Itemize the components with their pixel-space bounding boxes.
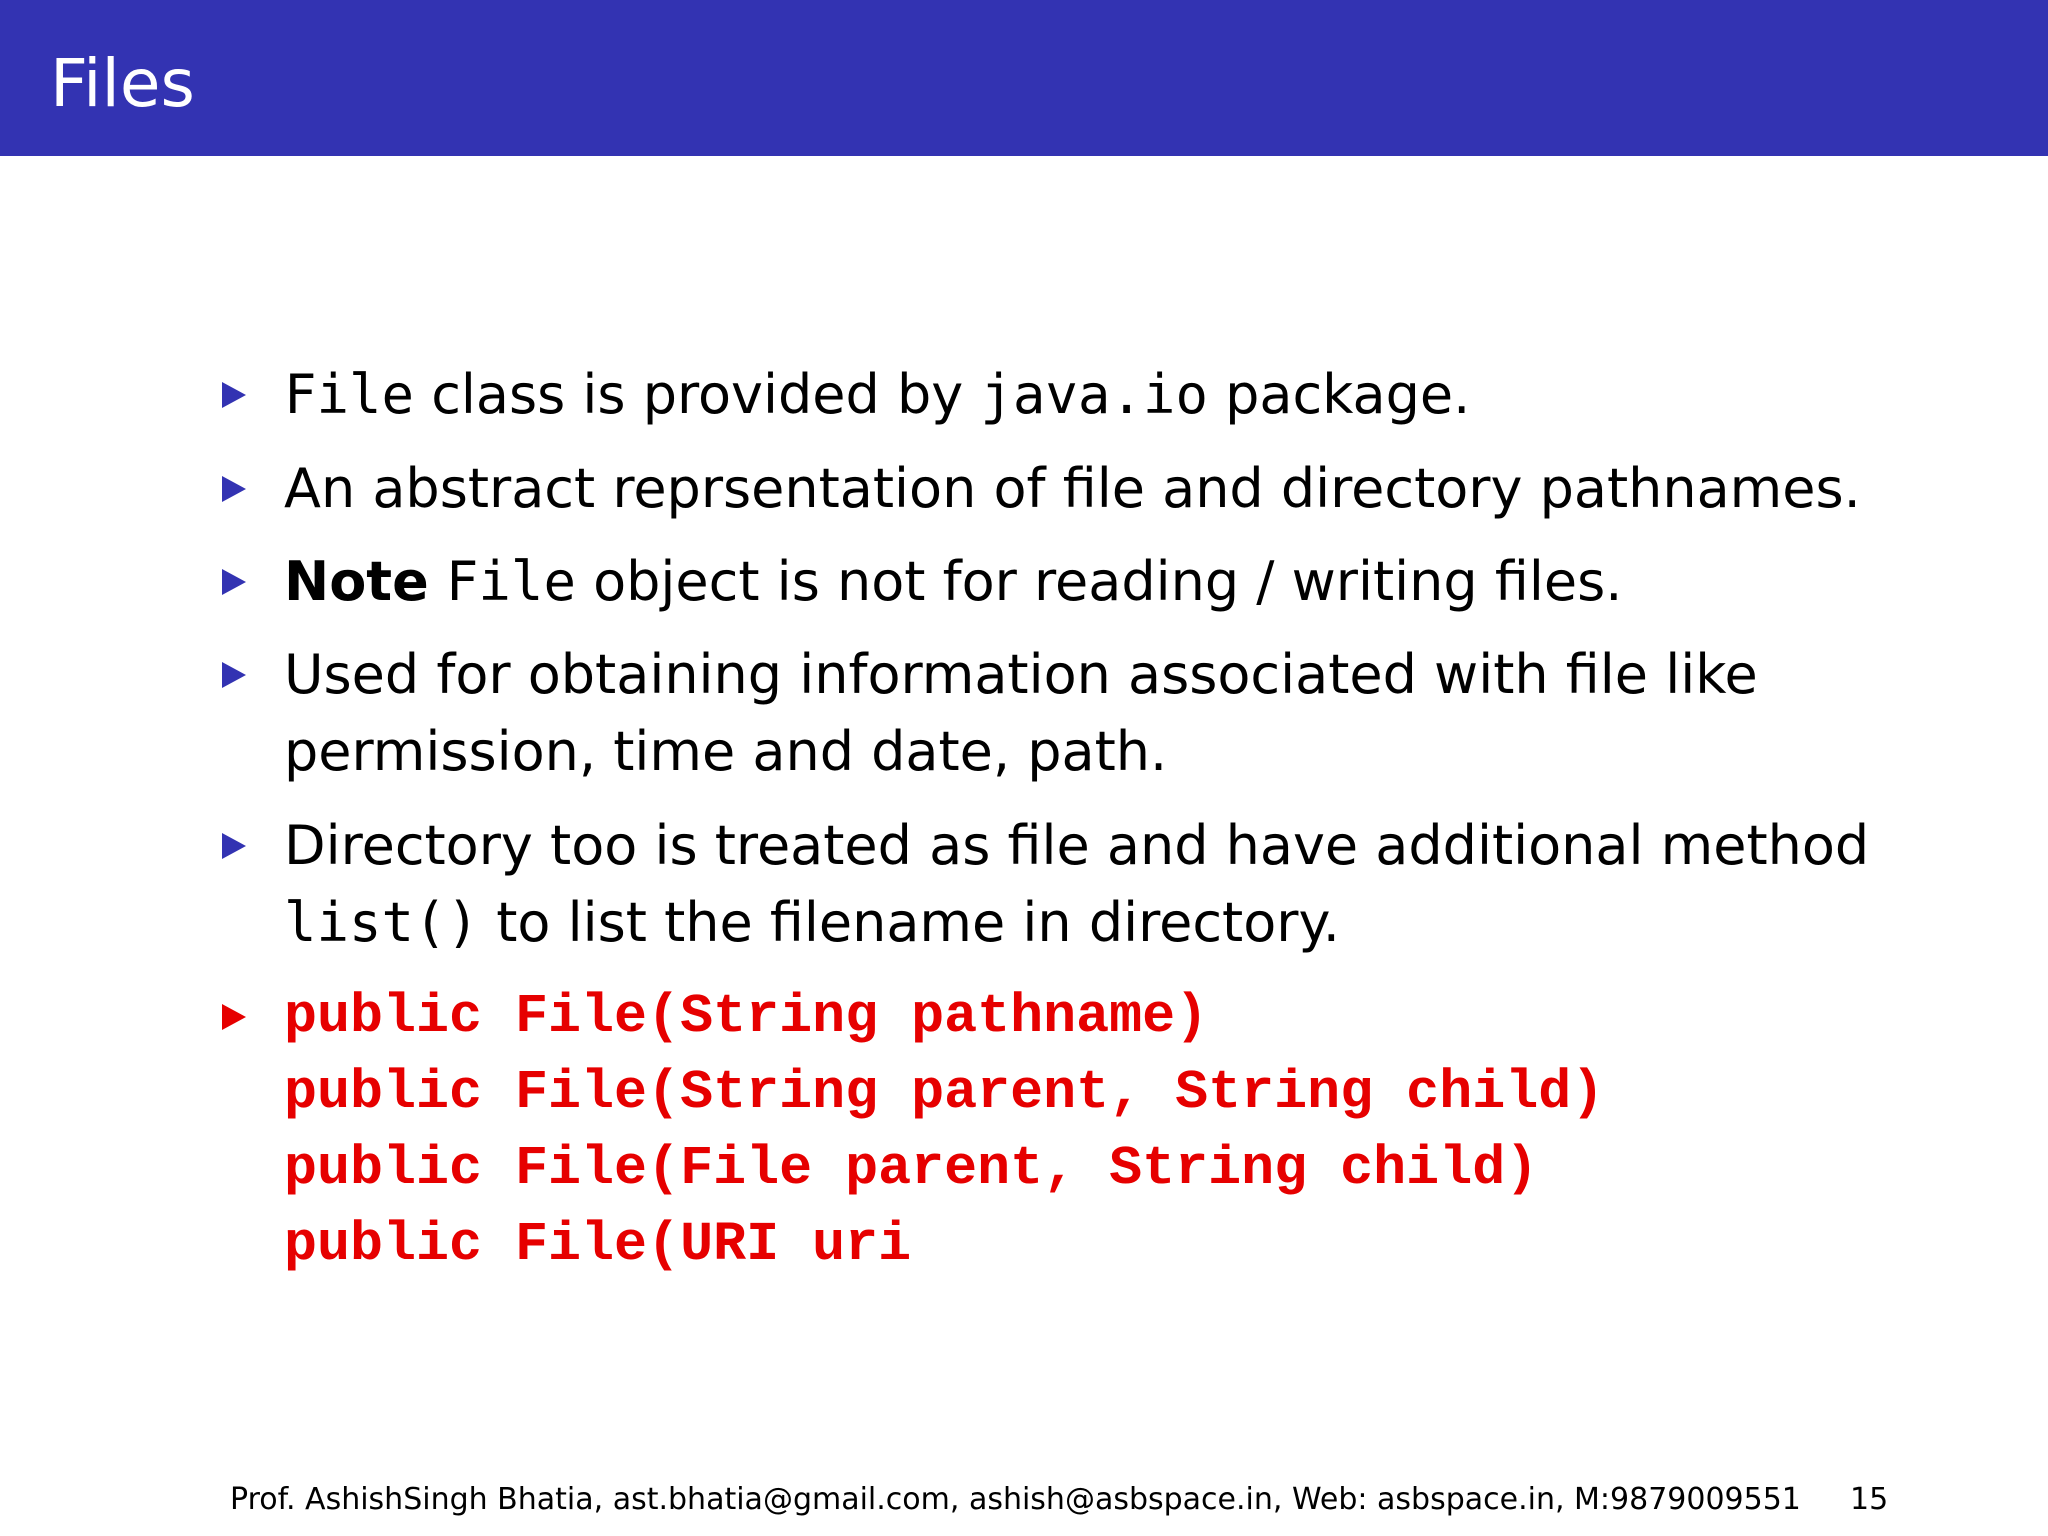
bullet-item-4-line-2: permission, time and date, path. xyxy=(284,720,1168,783)
bullet-triangle-icon xyxy=(222,662,246,688)
constructor-line-2: public File(String parent, String child) xyxy=(284,1061,1605,1124)
constructor-line-3: public File(File parent, String child) xyxy=(284,1137,1539,1200)
bullet-text: to list the filename in directory. xyxy=(479,891,1340,954)
footer-text: Prof. AshishSingh Bhatia, ast.bhatia@gmail.com, ashish@asbspace.in, Web: asbspace.in, M:9879009551 xyxy=(230,1482,1801,1517)
bullet-text: object is not for reading / writing files. xyxy=(575,550,1623,613)
bullet-item-3 xyxy=(284,550,1622,614)
code-list: list() xyxy=(284,891,480,954)
bullet-text: class is provided by xyxy=(414,363,981,426)
bullet-item-1 xyxy=(284,363,1470,427)
bullet-triangle-icon xyxy=(222,569,246,595)
slide-title: Files xyxy=(50,45,195,122)
bullet-text: package. xyxy=(1207,363,1471,426)
code-package: java.io xyxy=(980,363,1208,426)
constructor-line-1: public File(String pathname) xyxy=(284,985,1209,1048)
page-number: 15 xyxy=(1850,1482,1889,1517)
bullet-text: An abstract reprsentation of file and directory pathnames. xyxy=(284,457,1861,520)
bullet-triangle-icon xyxy=(222,382,246,408)
code-file: File xyxy=(445,550,576,613)
bullet-item-5-line-1: Directory too is treated as file and have additional method xyxy=(284,814,1870,877)
note-label: Note xyxy=(284,550,429,613)
bullet-triangle-icon xyxy=(222,833,246,859)
constructor-line-4: public File(URI uri xyxy=(284,1213,912,1276)
bullet-item-4-line-1: Used for obtaining information associated with file like xyxy=(284,643,1758,706)
bullet-item-5-line-2 xyxy=(284,891,1340,955)
bullet-item-2 xyxy=(284,457,1861,521)
bullet-triangle-icon xyxy=(222,1004,246,1030)
bullet-triangle-icon xyxy=(222,476,246,502)
code-file: File xyxy=(284,363,415,426)
